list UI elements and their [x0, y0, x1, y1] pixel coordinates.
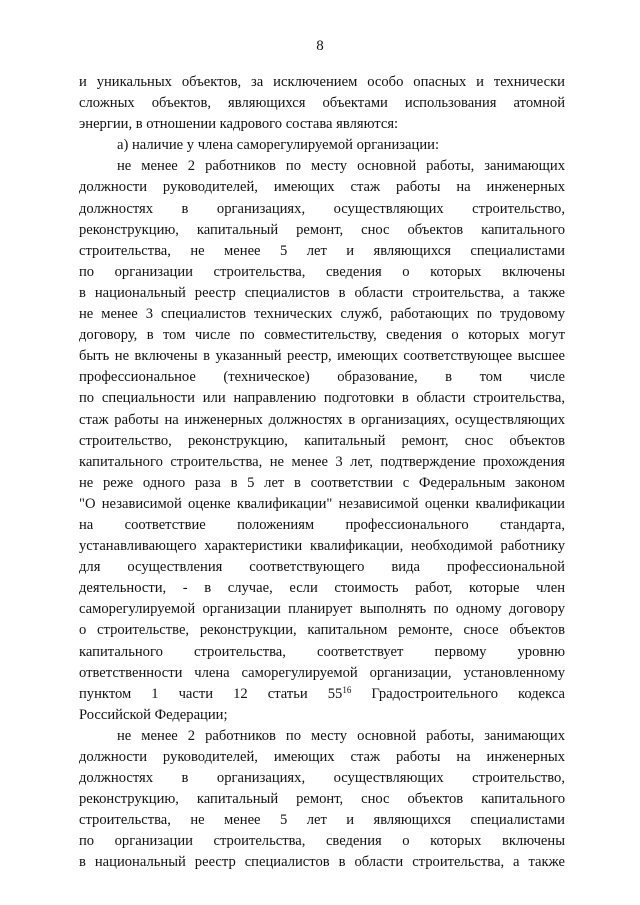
- text-line: [79, 789, 565, 810]
- text-line: [79, 620, 565, 641]
- text-line: [79, 325, 565, 346]
- text-line-content: не реже одного раза в 5 лет в соответствии с Федеральным законом: [79, 474, 565, 491]
- text-line-content: по специальности или направлению подготовки в области строительства,: [79, 390, 565, 407]
- text-line: [79, 578, 565, 599]
- text-line-tail: Градостроительного кодекса: [351, 685, 565, 702]
- text-line: [79, 768, 565, 789]
- text-line-content: строительства, не менее 5 лет и являющихся специалистами: [79, 812, 565, 829]
- text-line: [79, 452, 565, 473]
- text-line: [79, 388, 565, 409]
- text-line: [79, 747, 565, 768]
- text-line: [79, 557, 565, 578]
- text-line: [79, 220, 565, 241]
- text-line-content: профессиональное (техническое) образование, в том числе: [79, 369, 565, 386]
- page-number: 8: [316, 38, 324, 54]
- text-line-content: должности руководителей, имеющих стаж работы на инженерных: [79, 179, 565, 196]
- text-line: [79, 852, 565, 873]
- text-line: [79, 156, 565, 177]
- text-line-content: не менее 3 специалистов технических служб, работающих по трудовому: [79, 306, 565, 323]
- text-line-content: устанавливающего характеристики квалификации, необходимой работнику: [79, 538, 565, 555]
- text-line: [79, 599, 565, 620]
- text-line: [79, 199, 565, 220]
- text-line-content: для осуществления соответствующего вида профессиональной: [79, 559, 565, 576]
- text-line: [79, 684, 565, 705]
- text-line-content: деятельности, - в случае, если стоимость работ, которые член: [79, 580, 565, 597]
- text-line: [79, 494, 565, 515]
- text-line-content: по организации строительства, сведения о которых включены: [79, 263, 565, 280]
- text-line-content: ответственности члена саморегулируемой организации, установленному: [79, 664, 565, 681]
- superscript: 16: [342, 684, 352, 695]
- text-line: [79, 283, 565, 304]
- body-text: [79, 72, 565, 874]
- text-line: [79, 410, 565, 431]
- text-line-content: "О независимой оценке квалификации" независимой оценки квалификации: [79, 495, 565, 512]
- text-line-content: сложных объектов, являющихся объектами использования атомной: [79, 95, 565, 112]
- text-line-content: должности руководителей, имеющих стаж работы на инженерных: [79, 749, 565, 765]
- text-line: [79, 72, 565, 93]
- text-line: [79, 346, 565, 367]
- text-line-content: в национальный реестр специалистов в области строительства, а также: [79, 284, 565, 301]
- text-line: [79, 515, 565, 536]
- text-line-content: должностях в организациях, осуществляющих строительство,: [79, 200, 565, 217]
- text-line-content: энергии, в отношении кадрового состава являются:: [79, 116, 399, 133]
- text-line-content: а) наличие у члена саморегулируемой организации:: [117, 137, 440, 154]
- text-line-content: реконструкцию, капитальный ремонт, снос объектов капитального: [79, 221, 565, 238]
- text-line-content: по организации строительства, сведения о которых включены: [79, 833, 565, 850]
- text-line-content: на соответствие положениям профессионального стандарта,: [79, 516, 565, 533]
- text-line: [79, 304, 565, 325]
- text-line-content: капитального строительства, соответствует первому уровню: [79, 643, 565, 660]
- text-line: [79, 663, 565, 684]
- text-line: [79, 473, 565, 494]
- text-line-content: капитального строительства, не менее 3 лет, подтверждение прохождения: [79, 453, 565, 470]
- text-line: [79, 642, 565, 663]
- text-line-content: договору, в том числе по совместительству, сведения о которых могут: [79, 327, 565, 344]
- text-line-content: пунктом 1 части 12 статьи 55: [79, 685, 343, 702]
- text-line-content: и уникальных объектов, за исключением особо опасных и технически: [79, 74, 565, 90]
- text-line: [79, 831, 565, 852]
- text-line: [79, 431, 565, 452]
- text-line: [79, 262, 565, 283]
- text-line: [79, 135, 565, 156]
- text-line-content: реконструкцию, капитальный ремонт, снос объектов капитального: [79, 791, 565, 808]
- text-line: [79, 536, 565, 557]
- text-line: [79, 367, 565, 388]
- text-line-content: быть не включены в указанный реестр, имеющих соответствующее высшее: [79, 348, 565, 365]
- text-line: [79, 726, 565, 747]
- text-line-content: о строительстве, реконструкции, капитальном ремонте, сносе объектов: [79, 622, 565, 639]
- text-line-content: должностях в организациях, осуществляющих строительство,: [79, 770, 565, 787]
- text-line: [79, 93, 565, 114]
- text-line-content: не менее 2 работников по месту основной работы, занимающих: [117, 727, 565, 744]
- text-line: [79, 810, 565, 831]
- text-line: [79, 177, 565, 198]
- text-line: [79, 114, 565, 135]
- text-line-content: строительства, не менее 5 лет и являющихся специалистами: [79, 242, 565, 259]
- text-line-content: не менее 2 работников по месту основной работы, занимающих: [117, 158, 565, 175]
- text-line-content: стаж работы на инженерных должностях в организациях, осуществляющих: [79, 411, 565, 428]
- text-line-content: саморегулируемой организации планирует выполнять по одному договору: [79, 601, 565, 618]
- text-line: [79, 705, 565, 726]
- text-line-content: Российской Федерации;: [79, 706, 228, 723]
- text-line-content: в национальный реестр специалистов в области строительства, а также: [79, 854, 565, 871]
- text-line-content: строительство, реконструкцию, капитальный ремонт, снос объектов: [79, 432, 565, 449]
- text-line: [79, 241, 565, 262]
